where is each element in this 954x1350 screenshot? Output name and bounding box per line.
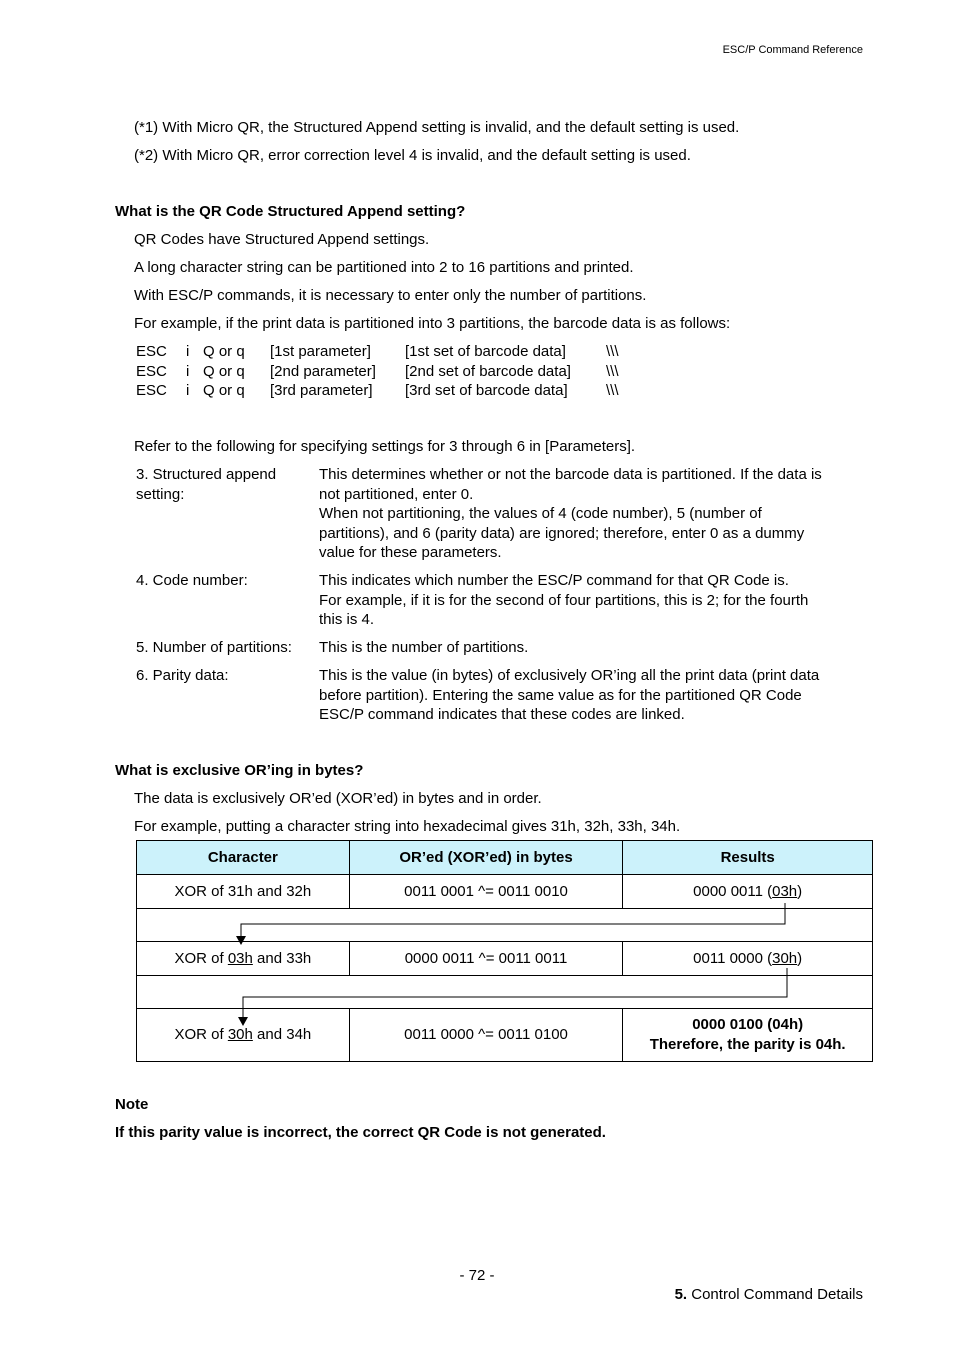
esc-q: Q or q <box>203 362 245 380</box>
desc-line: This is the value (in bytes) of exclusively OR’ing all the print data (print data <box>319 667 820 684</box>
paragraph: With ESC/P commands, it is necessary to enter only the number of partitions. <box>134 287 647 304</box>
cell-character: XOR of 31h and 32h <box>137 875 350 909</box>
page-number: - 72 - <box>459 1267 495 1284</box>
param-term-line: setting: <box>136 485 185 503</box>
result-underlined: 03h <box>772 883 798 900</box>
desc-line: When not partitioning, the values of 4 (code number), 5 (number of <box>319 505 762 522</box>
footer-section <box>675 1286 863 1303</box>
result-text: ) <box>797 950 803 967</box>
cell-ored: 0011 0000 ^= 0011 0100 <box>349 1009 623 1062</box>
result-text: ) <box>797 883 803 900</box>
character-text: XOR of <box>174 1026 228 1043</box>
character-text: XOR of <box>174 950 228 967</box>
esc-barcode-data: [2nd set of barcode data] <box>405 362 571 380</box>
desc-line: ESC/P command indicates that these codes are linked. <box>319 706 685 723</box>
running-header: ESC/P Command Reference <box>722 44 863 56</box>
section-heading-structured-append: What is the QR Code Structured Append setting? <box>115 203 466 220</box>
paragraph: For example, if the print data is partitioned into 3 partitions, the barcode data is as follows: <box>134 315 731 332</box>
result-line: Therefore, the parity is 04h. <box>649 1036 846 1053</box>
arrow-connector-1 <box>241 903 785 937</box>
section-number: 5. <box>674 1286 688 1303</box>
note-2: (*2) With Micro QR, error correction level 4 is invalid, and the default setting is used. <box>134 147 691 164</box>
section-name: Control Command Details <box>687 1286 863 1303</box>
paragraph: QR Codes have Structured Append settings. <box>134 231 430 248</box>
esc-keyword: ESC <box>136 343 167 360</box>
character-underlined: 30h <box>227 1026 253 1043</box>
cell-ored: 0000 0011 ^= 0011 0011 <box>349 942 623 976</box>
result-text: 0011 0000 ( <box>693 950 773 967</box>
paragraph: For example, putting a character string into hexadecimal gives 31h, 32h, 33h, 34h. <box>134 818 681 835</box>
result-underlined: 30h <box>772 950 798 967</box>
esc-keyword: ESC <box>136 362 167 380</box>
column-header: Results <box>623 841 873 875</box>
character-underlined: 03h <box>227 950 253 967</box>
esc-i: i <box>186 362 190 380</box>
param-term: 4. Code number: <box>136 572 248 589</box>
esc-terminator: \\\ <box>606 362 619 380</box>
esc-terminator: \\\ <box>606 382 619 399</box>
esc-i: i <box>186 382 190 399</box>
note-title: Note <box>115 1096 149 1113</box>
esc-keyword: ESC <box>136 382 167 399</box>
param-term-line: 3. Structured append <box>136 466 277 483</box>
column-header: OR’ed (XOR’ed) in bytes <box>349 841 623 875</box>
esc-parameter: [3rd parameter] <box>270 382 373 399</box>
column-header: Character <box>137 841 350 875</box>
note-1: (*1) With Micro QR, the Structured Append setting is invalid, and the default setting is used. <box>134 119 740 136</box>
param-term: 6. Parity data: <box>136 667 229 684</box>
param-term: 5. Number of partitions: <box>136 639 292 656</box>
esc-parameter: [1st parameter] <box>270 343 371 360</box>
desc-line: partitions), and 6 (parity data) are ignored; therefore, enter 0 as a dummy <box>319 524 805 542</box>
note-text: If this parity value is incorrect, the correct QR Code is not generated. <box>115 1124 606 1141</box>
paragraph: The data is exclusively OR’ed (XOR’ed) in bytes and in order. <box>134 790 542 807</box>
esc-barcode-data: [1st set of barcode data] <box>405 343 566 360</box>
arrow-head-2 <box>238 1017 248 1026</box>
arrow-head-1 <box>236 936 246 945</box>
paragraph-refer: Refer to the following for specifying settings for 3 through 6 in [Parameters]. <box>134 438 636 455</box>
result-text: 0000 0011 ( <box>693 883 773 900</box>
result-line: 0000 0100 (04h) <box>692 1016 804 1033</box>
esc-q: Q or q <box>203 382 245 399</box>
desc-line: This indicates which number the ESC/P command for that QR Code is. <box>319 572 789 589</box>
esc-q: Q or q <box>203 343 245 360</box>
esc-parameter: [2nd parameter] <box>270 362 376 380</box>
desc-line: This is the number of partitions. <box>319 639 529 656</box>
esc-terminator: \\\ <box>606 343 619 360</box>
desc-line: For example, if it is for the second of four partitions, this is 2; for the fourth <box>319 591 809 609</box>
esc-barcode-data: [3rd set of barcode data] <box>405 382 568 399</box>
cell-ored: 0011 0001 ^= 0011 0010 <box>349 875 623 909</box>
desc-line: value for these parameters. <box>319 544 502 561</box>
section-heading-xor: What is exclusive OR’ing in bytes? <box>115 762 364 779</box>
character-text: and 33h <box>252 950 312 967</box>
desc-line: This determines whether or not the barcode data is partitioned. If the data is <box>319 466 822 483</box>
esc-i: i <box>186 343 190 360</box>
character-text: and 34h <box>252 1026 312 1043</box>
arrow-connector-2 <box>243 968 787 1018</box>
desc-line: not partitioned, enter 0. <box>319 485 474 503</box>
desc-line: before partition). Entering the same value as for the partitioned QR Code <box>319 686 802 704</box>
desc-line: this is 4. <box>319 611 375 628</box>
paragraph: A long character string can be partitioned into 2 to 16 partitions and printed. <box>134 259 634 276</box>
